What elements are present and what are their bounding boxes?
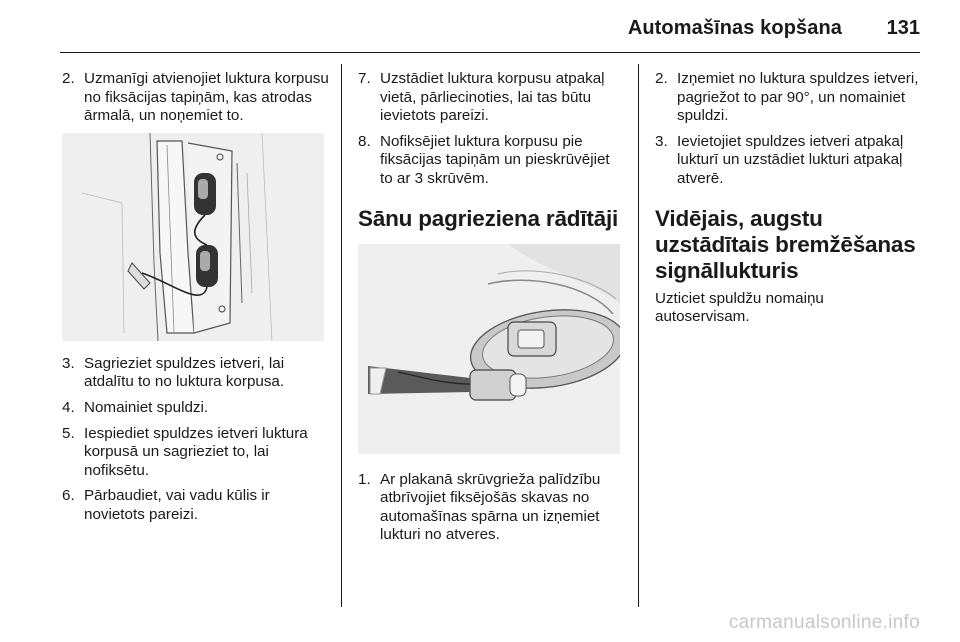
watermark: carmanualsonline.info [728, 612, 920, 633]
column-3 [655, 70, 930, 327]
side-indicator-drawing [358, 244, 620, 454]
step-number: 5. [62, 424, 75, 442]
step-text: Uzstādiet luktura korpusu atpakaļ vietā, pārliecinoties, lai tas būtu ievietots pareizi. [380, 70, 605, 125]
section-heading: Vidējais, augstu uzstādītais bremžēšanas signāllukturis [655, 205, 916, 283]
step-item [62, 70, 332, 126]
step-item [62, 355, 332, 392]
column-divider-1 [341, 64, 342, 607]
step-number: 7. [358, 70, 371, 87]
step-item [62, 399, 332, 418]
tail-lamp-housing-illustration [62, 133, 324, 341]
section-heading: Sānu pagrieziena rādītāji [358, 205, 619, 231]
step-number: 2. [655, 70, 668, 87]
step-item [358, 70, 626, 126]
header-rule [60, 52, 920, 53]
page-header [0, 0, 960, 56]
step-item [655, 133, 930, 189]
step-number: 4. [62, 398, 75, 416]
step-number: 3. [655, 132, 668, 150]
step-text: Pārbaudiet, vai vadu kūlis ir novietots pareizi. [84, 487, 270, 523]
section-paragraph: Uzticiet spuldžu nomaiņu autoservisam. [655, 289, 824, 326]
step-number: 2. [62, 70, 75, 87]
column-divider-2 [638, 64, 639, 607]
tail-lamp-housing-drawing [62, 133, 324, 341]
step-item [62, 425, 332, 481]
step-text: Sagrieziet spuldzes ietveri, lai atdalītu to no luktura korpusa. [84, 354, 285, 391]
step-item [655, 70, 930, 126]
step-item [358, 133, 626, 189]
side-indicator-illustration [358, 244, 620, 454]
step-number: 3. [62, 354, 75, 372]
step-text: Ar plakanā skrūvgrieža palīdzību atbrīvojiet fiksējošās skavas no automašīnas spārna un izņemiet lukturi no atveres. [380, 470, 601, 544]
step-number: 8. [358, 132, 371, 150]
step-item [62, 487, 332, 524]
column-1 [62, 70, 332, 532]
step-text: Izņemiet no luktura spuldzes ietveri, pagriežot to par 90°, un nomainiet spuldzi. [677, 70, 919, 125]
step-text: Iespiediet spuldzes ietveri luktura korpusā un sagrieziet to, lai nofiksētu. [84, 424, 308, 479]
step-text: Uzmanīgi atvienojiet luktura korpusu no fiksācijas tapiņām, kas atrodas ārmalā, un noņemiet to. [84, 70, 329, 125]
step-item [358, 471, 626, 545]
page-title: Automašīnas kopšana [627, 17, 842, 39]
column-2 [358, 70, 626, 552]
step-number: 1. [358, 470, 371, 488]
step-number: 6. [62, 487, 75, 505]
step-text: Ievietojiet spuldzes ietveri atpakaļ lukturī un uzstādiet lukturi atpakaļ atverē. [677, 132, 904, 187]
step-text: Nofiksējiet luktura korpusu pie fiksācijas tapiņām un pieskrūvējiet to ar 3 skrūvēm. [380, 132, 610, 187]
page-number: 131 [886, 17, 920, 39]
step-text: Nomainiet spuldzi. [84, 398, 209, 416]
